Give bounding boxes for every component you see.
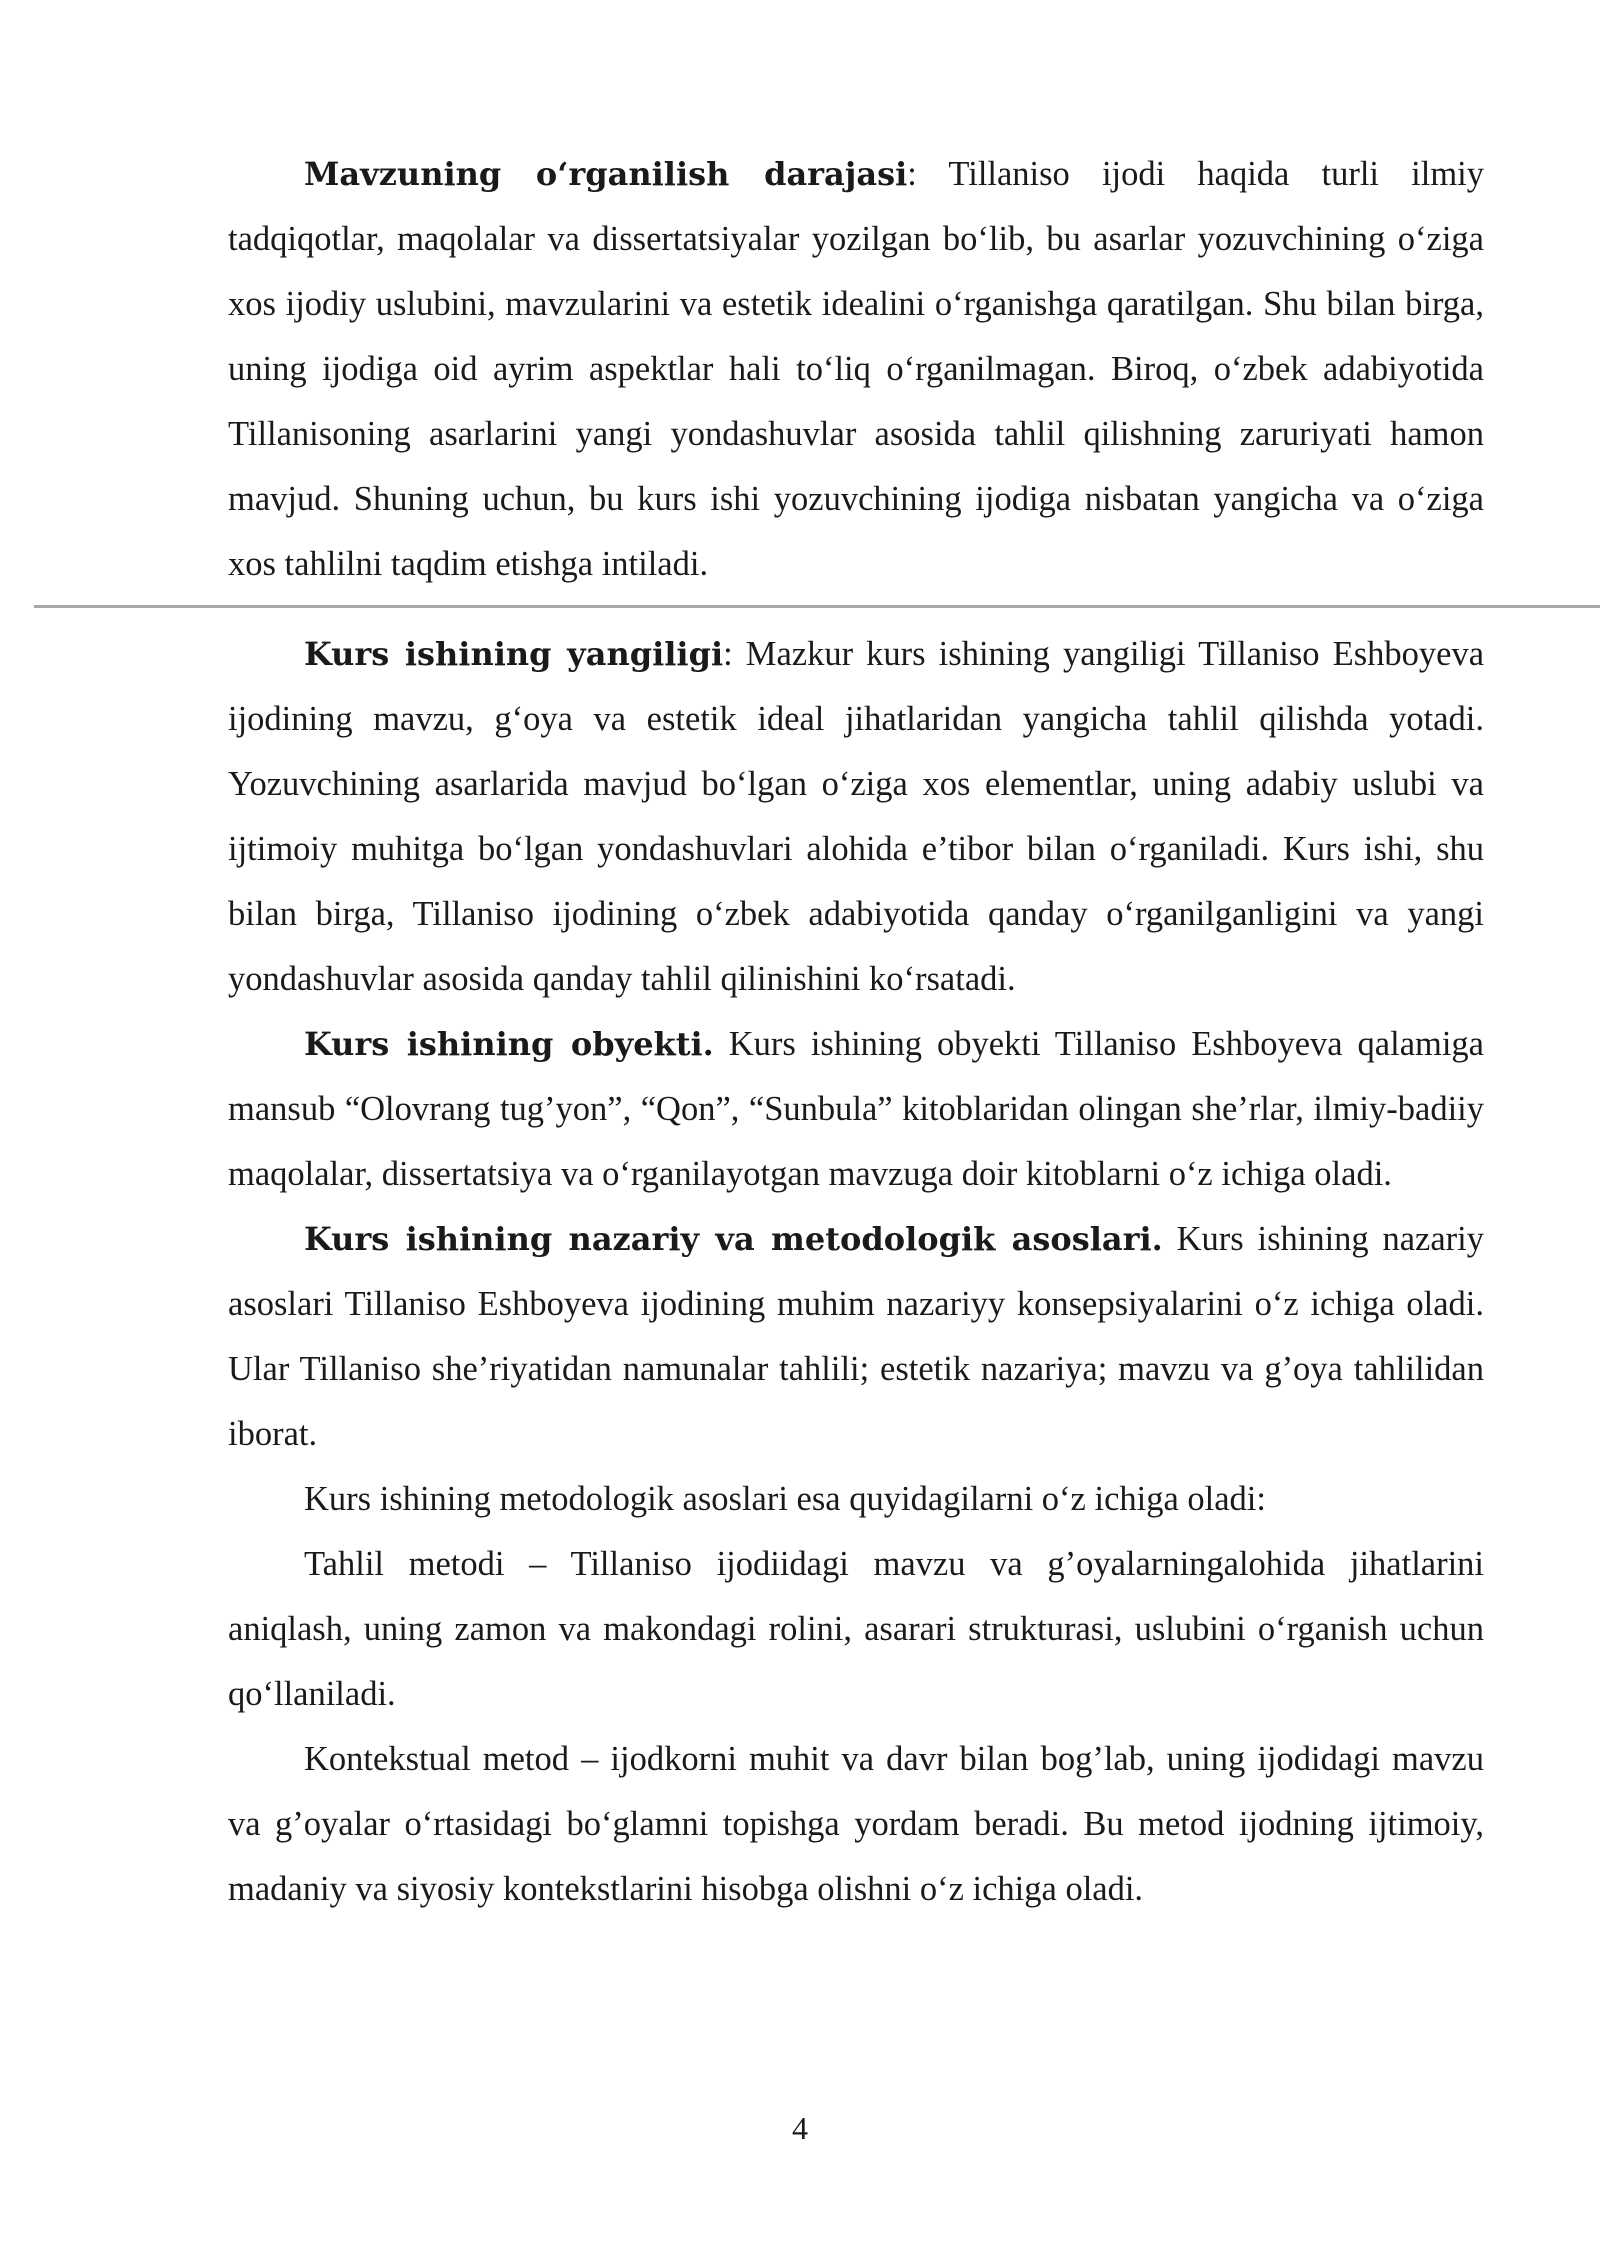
- paragraph-text: Kurs ishining obyekti Tillaniso Eshboyeva qalamiga mansub “Olovrang tug’yon”, “Qon”, “Sunbula” kitoblaridan olingan she’rlar, ilmiy-badiiy maqolalar, dissertatsiya va oʻrganilayotgan mavzuga doir kitoblarni oʻz ichiga oladi.: [228, 1025, 1484, 1193]
- paragraph-text: Kontekstual metod – ijodkorni muhit va davr bilan bog’lab, uning ijodidagi mavzu va g’oyalar oʻrtasidagi boʻglamni topishga yordam beradi. Bu metod ijodning ijtimoiy, madaniy va siyosiy kontekstlarini hisobga olishni oʻz ichiga oladi.: [228, 1740, 1484, 1908]
- paragraph-analysis-method: [228, 1532, 1484, 1727]
- paragraph-text: : Tillaniso ijodi haqida turli ilmiy tadqiqotlar, maqolalar va dissertatsiyalar yozilgan boʻlib, bu asarlar yozuvchining oʻziga xos ijodiy uslubini, mavzularini va estetik idealini oʻrganishga qaratilgan. Shu bilan birga, uning ijodiga oid ayrim aspektlar hali toʻliq oʻrganilmagan. Biroq, oʻzbek adabiyotida Tillanisoning asarlarini yangi yondashuvlar asosida tahlil qilishning zaruriyati hamon mavjud. Shuning uchun, bu kurs ishi yozuvchining ijodiga nisbatan yangicha va oʻziga xos tahlilni taqdim etishga intiladi.: [228, 155, 1484, 583]
- text-block-bottom: [228, 622, 1484, 1922]
- paragraph-text: Kurs ishining metodologik asoslari esa quyidagilarni oʻz ichiga oladi:: [304, 1480, 1266, 1518]
- paragraph-methodology-intro: [228, 1467, 1484, 1532]
- page-number: 4: [792, 2110, 808, 2146]
- paragraph-lead: Kurs ishining obyekti.: [304, 1025, 714, 1063]
- paragraph-text: Kurs ishining nazariy asoslari Tillaniso Eshboyeva ijodining muhim nazariyy konsepsiyalarini oʻz ichiga oladi. Ular Tillaniso she’riyatidan namunalar tahlili; estetik nazariya; mavzu va g’oya tahlilidan iborat.: [228, 1220, 1484, 1453]
- paragraph-lead: Mavzuning oʻrganilish darajasi: [304, 155, 908, 193]
- paragraph-lead: Kurs ishining yangiligi: [304, 635, 724, 673]
- paragraph-lead: Kurs ishining nazariy va metodologik asoslari.: [304, 1220, 1163, 1258]
- paragraph-theory: [228, 1207, 1484, 1467]
- paragraph-novelty: [228, 622, 1484, 1012]
- paragraph-research-level: [228, 142, 1484, 597]
- text-block-top: [228, 142, 1484, 597]
- page-divider: [34, 605, 1600, 608]
- paragraph-text: Tahlil metodi – Tillaniso ijodiidagi mavzu va g’oyalarningalohida jihatlarini aniqlash, uning zamon va makondagi rolini, asarari strukturasi, uslubini oʻrganish uchun qoʻllaniladi.: [228, 1545, 1484, 1713]
- paragraph-contextual-method: [228, 1727, 1484, 1922]
- paragraph-object: [228, 1012, 1484, 1207]
- paragraph-text: : Mazkur kurs ishining yangiligi Tillaniso Eshboyeva ijodining mavzu, gʻoya va estetik ideal jihatlaridan yangicha tahlil qilishda yotadi. Yozuvchining asarlarida mavjud boʻlgan oʻziga xos elementlar, uning adabiy uslubi va ijtimoiy muhitga boʻlgan yondashuvlari alohida e’tibor bilan oʻrganiladi. Kurs ishi, shu bilan birga, Tillaniso ijodining oʻzbek adabiyotida qanday oʻrganilganligini va yangi yondashuvlar asosida qanday tahlil qilinishini koʻrsatadi.: [228, 635, 1485, 998]
